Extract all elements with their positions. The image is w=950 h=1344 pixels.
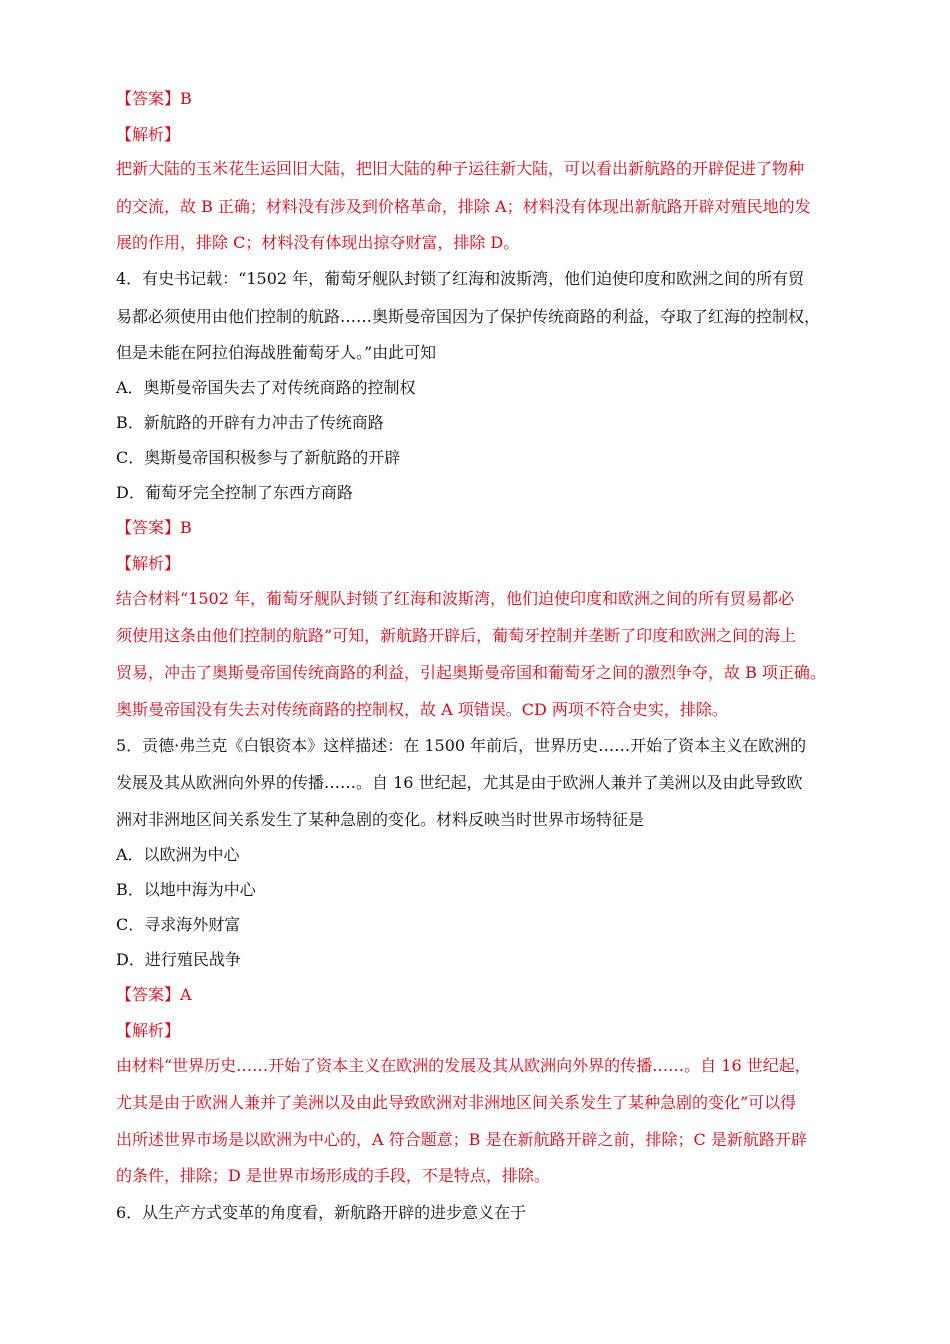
q5-stem-line: 5．贡德·弗兰克《白银资本》这样描述：在 1500 年前后，世界历史……开始了资本主义在欧洲的 (116, 736, 807, 755)
q4-stem-line: 但是未能在阿拉伯海战胜葡萄牙人。”由此可知 (116, 343, 437, 362)
q5-option-c: C．寻求海外财富 (116, 915, 241, 934)
q5-option-b: B．以地中海为中心 (116, 880, 256, 899)
q4-option-d: D．葡萄牙完全控制了东西方商路 (116, 483, 353, 502)
q4-option-a: A．奥斯曼帝国失去了对传统商路的控制权 (116, 378, 416, 397)
q5-analysis-line: 的条件，排除；D 是世界市场形成的手段，不是特点，排除。 (116, 1166, 550, 1185)
q3-analysis-line: 展的作用，排除 C；材料没有体现出掠夺财富，排除 D。 (116, 233, 520, 252)
q3-analysis-label: 【解析】 (116, 125, 181, 144)
q4-analysis-line: 须使用这条由他们控制的航路”可知，新航路开辟后，葡萄牙控制并垄断了印度和欧洲之间的海上 (116, 626, 797, 645)
q3-analysis-line: 把新大陆的玉米花生运回旧大陆，把旧大陆的种子运往新大陆，可以看出新航路的开辟促进了物种 (116, 159, 805, 178)
q4-analysis-label: 【解析】 (116, 554, 181, 573)
q5-analysis-line: 由材料“世界历史……开始了资本主义在欧洲的发展及其从欧洲向外界的传播……。自 16 世纪起， (116, 1056, 811, 1075)
q3-answer: 【答案】B (116, 89, 192, 108)
q4-option-c: C．奥斯曼帝国积极参与了新航路的开辟 (116, 448, 401, 467)
q4-stem-line: 易都必须使用由他们控制的航路……奥斯曼帝国因为了保护传统商路的利益，夺取了红海的控制权， (116, 307, 821, 326)
q4-analysis-line: 结合材料“1502 年，葡萄牙舰队封锁了红海和波斯湾，他们迫使印度和欧洲之间的所有贸易都必 (116, 589, 794, 608)
q5-stem-line: 发展及其从欧洲向外界的传播……。自 16 世纪起，尤其是由于欧洲人兼并了美洲以及由此导致欧 (116, 773, 803, 792)
q6-stem-line: 6．从生产方式变革的角度看，新航路开辟的进步意义在于 (116, 1203, 527, 1222)
q5-option-d: D．进行殖民战争 (116, 950, 241, 969)
q4-option-b: B．新航路的开辟有力冲击了传统商路 (116, 413, 384, 432)
q3-analysis-line: 的交流，故 B 正确；材料没有涉及到价格革命，排除 A；材料没有体现出新航路开辟对殖民地的发 (116, 197, 811, 216)
q5-stem-line: 洲对非洲地区间关系发生了某种急剧的变化。材料反映当时世界市场特征是 (116, 810, 645, 829)
q5-answer: 【答案】A (116, 985, 192, 1004)
q4-stem-line: 4．有史书记载：“1502 年，葡萄牙舰队封锁了红海和波斯湾，他们迫使印度和欧洲之间的所有贸 (116, 269, 805, 288)
q4-analysis-line: 奥斯曼帝国没有失去对传统商路的控制权，故 A 项错误。CD 两项不符合史实，排除。 (116, 700, 728, 719)
q4-answer: 【答案】B (116, 518, 192, 537)
q5-analysis-line: 尤其是由于欧洲人兼并了美洲以及由此导致欧洲对非洲地区间关系发生了某种急剧的变化”可以得 (116, 1093, 797, 1112)
q4-analysis-line: 贸易，冲击了奥斯曼帝国传统商路的利益，引起奥斯曼帝国和葡萄牙之间的激烈争夺，故 B 项正确。 (116, 663, 826, 682)
q5-option-a: A．以欧洲为中心 (116, 845, 240, 864)
q5-analysis-label: 【解析】 (116, 1021, 181, 1040)
q5-analysis-line: 出所述世界市场是以欧洲为中心的，A 符合题意；B 是在新航路开辟之前，排除；C 是新航路开辟 (116, 1130, 807, 1149)
